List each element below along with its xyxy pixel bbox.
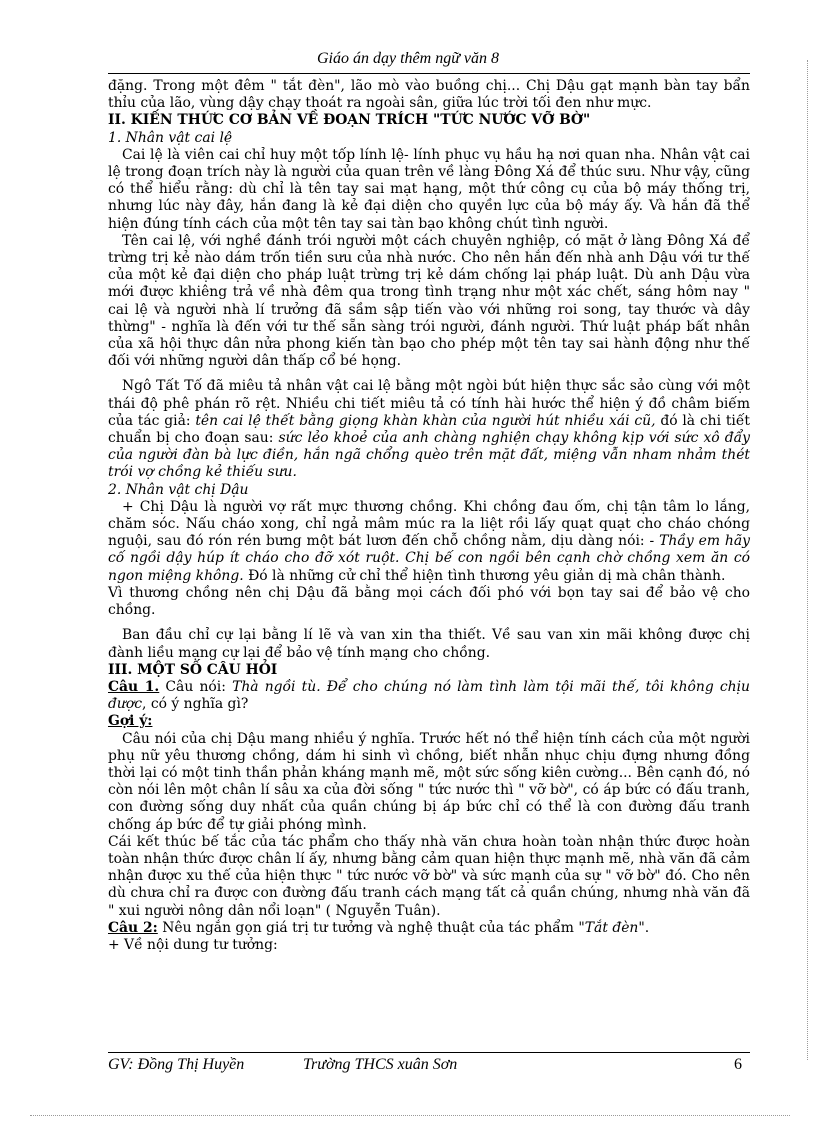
header-rule [108,73,750,74]
paragraph-cai-le-3: Ngô Tất Tố đã miêu tả nhân vật cai lệ bằng một ngòi bút hiện thực sắc sảo cùng với một thái độ phê phán rõ rệt. Nhiều chi tiết miêu tả có tính hài hước thể hiện ý đồ châm biếm của tác giả: tên cai lệ thết bằng giọng khàn khàn của người hút nhiều xái cũ, đó là chi tiết chuẩn bị cho đoạn sau: sức lẻo khoẻ của anh chàng nghiện chạy không kịp với sức xô đẩy của người đàn bà lực điền, hắn ngã chổng quèo trên mặt đất, miệng vẫn nham nhảm thét trói vợ chồng kẻ thiếu sưu. [108,378,751,481]
quote-khan-khan: tên cai lệ thết bằng giọng khàn khàn của người hút nhiều xái cũ, [195,412,656,429]
section-heading-2: II. KIẾN THỨC CƠ BẢN VỀ ĐOẠN TRÍCH "TỨC NƯỚC VỠ BỜ" [108,112,591,129]
paragraph-cai-le-2: Tên cai lệ, với nghề đánh trói người một cách chuyên nghiệp, có mặt ở làng Đông Xá để trừng trị kẻ nào dám trốn tiền sưu của nhà nước. Cho nên hắn đến nhà anh Dậu với tư thế của một kẻ đại diện cho pháp luật trừng trị kẻ dám chống lại pháp luật. Dù anh Dậu vừa mới được khiêng trả về nhà đêm qua trong tình trạng như một xác chết, sáng hôm nay " cai lệ và người nhà lí trưởng đã sầm sập tiến vào với những roi song, tay thước và dây thừng" - nghĩa là đến với tư thế sẵn sàng trói người, đánh người. Thứ luật pháp bất nhân của xã hội thực dân nửa phong kiến tàn bạo cho phép một tên tay sai hành động như thế đối với những người dân thấp cổ bé họng. [108,232,750,370]
section-heading-3: III. MỘT SỐ CÂU HỎI [108,661,278,678]
answer-1-paragraph-1: Câu nói của chị Dậu mang nhiều ý nghĩa. Trước hết nó thể hiện tính cách của một người phụ nữ yêu thương chồng, dám hi sinh vì chồng, biết nhẫn nhục chịu đựng nhưng đồng thời lại có một tinh thần phản kháng mạnh mẽ, một sức sống kiên cường... Bên cạnh đó, nó còn nói lên một chân lí sâu xa của đời sống " tức nước thì " vỡ bờ", có áp bức có đấu tranh, con đường sống duy nhất của quần chúng bị áp bức chỉ có thể là con đường đấu tranh chống áp bức để tự giải phóng mình. [108,730,750,833]
subsection-cai-le: 1. Nhân vật cai lệ [108,129,233,146]
hint-label: Gợi ý: [108,713,153,730]
quote-tha-ngoi-tu: Thà ngồi tù. Để cho chúng nó làm tình làm tội mãi thế, tôi không chịu được [108,678,750,713]
page-edge-dotted-line [807,60,808,1060]
page-number: 6 [734,1056,742,1073]
paragraph-chi-dau-2: Vì thương chồng nên chị Dậu đã bằng mọi cách đối phó với bọn tay sai để bảo vệ cho chồng. [108,584,750,619]
footer-school: Trường THCS xuân Sơn [303,1056,458,1073]
page-header: Giáo án dạy thêm ngữ văn 8 [316,50,500,67]
question-1: Câu 1. Câu nói: Thà ngồi tù. Để cho chúng nó làm tình làm tội mãi thế, tôi không chịu được, có ý nghĩa gì? [108,678,750,713]
paragraph-chi-dau-3: Ban đầu chỉ cự lại bằng lí lẽ và van xin tha thiết. Về sau van xin mãi không được chị đành liều mạng cự lại để bảo vệ tính mạng cho chồng. [108,627,750,661]
subsection-chi-dau: 2. Nhân vật chị Dậu [108,481,249,498]
document-body [108,78,750,954]
page-bottom-dotted-line [30,1115,790,1116]
quote-thay-em: - Thầy em hãy cố ngồi dậy húp ít cháo cho đỡ xót ruột. Chị bế con ngồi bên cạnh chờ chồng xem ăn có ngon miệng không. [108,533,750,584]
page-footer [108,1056,750,1074]
question-2-label: Câu 2: [108,919,158,936]
paragraph-continuation: đặng. Trong một đêm " tắt đèn", lão mò vào buồng chị... Chị Dậu gạt mạnh bàn tay bẩn thỉu của lão, vùng dậy chạy thoát ra ngoài sân, giữa lúc trời tối đen như mực. [108,78,750,112]
paragraph-chi-dau-1: + Chị Dậu là người vợ rất mực thương chồng. Khi chồng đau ốm, chị tận tâm lo lắng, chăm sóc. Nấu cháo xong, chỉ ngả mâm múc ra la liệt rồi lấy quạt quạt cho cháo chóng nguội, sau đó rón rén bưng một bát lươn đến chỗ chồng nằm, dịu dàng nói: - Thầy em hãy cố ngồi dậy húp ít cháo cho đỡ xót ruột. Chị bế con ngồi bên cạnh chờ chồng xem ăn có ngon miệng không. Đó là những cử chỉ thể hiện tình thương yêu giản dị mà chân thành. [108,498,750,584]
footer-rule [108,1052,750,1053]
question-1-label: Câu 1. [108,678,160,695]
question-2: Câu 2: Nêu ngắn gọn giá trị tư tưởng và nghệ thuật của tác phẩm "Tắt đèn". [108,919,650,936]
quote-chong-queo: sức lẻo khoẻ của anh chàng nghiện chạy không kịp với sức xô đẩy của người đàn bà lực điền, hắn ngã chổng quèo trên mặt đất, miệng vẫn nham nhảm thét trói vợ chồng kẻ thiếu sưu. [108,430,751,481]
paragraph-cai-le-1: Cai lệ là viên cai chỉ huy một tốp lính lệ- lính phục vụ hầu hạ nơi quan nha. Nhân vật cai lệ trong đoạn trích này là người của quan trên về làng Đông Xá để thúc sưu. Như vậy, cũng có thể hiểu rằng: dù chỉ là tên tay sai mạt hạng, một thứ công cụ của bộ máy thống trị, nhưng lúc này đây, hắn đang là kẻ đại diện cho quyền lực của bộ máy ấy. Và hắn đã thể hiện đúng tính cách của một tên tay sai tàn bạo không chút tình người. [108,146,750,232]
content-idea-line: + Về nội dung tư tưởng: [108,936,278,953]
footer-teacher: GV: Đồng Thị Huyền [108,1056,245,1073]
answer-1-paragraph-2: Cái kết thúc bế tắc của tác phẩm cho thấy nhà văn chưa hoàn toàn nhận thức được hoàn toàn nhận thức được chân lí ấy, nhưng bằng cảm quan hiện thực mạnh mẽ, nhà văn đã cảm nhận được xu thế của hiện thực " tức nước vỡ bờ" và sức mạnh của sự " vỡ bờ" đó. Cho nên dù chưa chỉ ra được con đường đấu tranh cách mạng tất cả quần chúng, nhưng nhà văn đã " xui người nông dân nổi loạn" ( Nguyễn Tuân). [108,833,750,919]
work-title-tat-den: Tắt đèn [584,919,639,936]
